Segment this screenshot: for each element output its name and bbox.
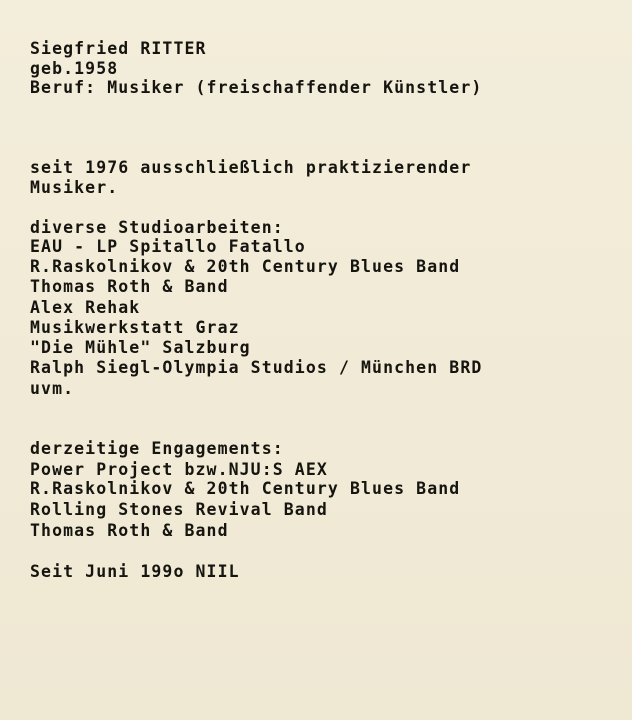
name-line: Siegfried RITTER <box>30 39 207 58</box>
engagement-item: Power Project bzw.NJU:S AEX <box>30 460 328 479</box>
engagements-heading: derzeitige Engagements: <box>30 439 284 458</box>
studio-item: Musikwerkstatt Graz <box>30 318 240 337</box>
engagement-item: Rolling Stones Revival Band <box>30 500 328 519</box>
engagement-item: R.Raskolnikov & 20th Century Blues Band <box>30 479 461 498</box>
studio-item: Thomas Roth & Band <box>30 277 229 296</box>
studio-item: Alex Rehak <box>30 298 141 317</box>
footer-line: Seit Juni 199o NIIL <box>30 562 240 581</box>
studio-item: "Die Mühle" Salzburg <box>30 338 251 357</box>
intro-line-2: Musiker. <box>30 178 119 197</box>
studio-item: uvm. <box>30 379 75 398</box>
studio-item: R.Raskolnikov & 20th Century Blues Band <box>30 257 461 276</box>
studio-item: EAU - LP Spitallo Fatallo <box>30 237 306 256</box>
intro-line-1: seit 1976 ausschließlich praktizierender <box>30 158 472 177</box>
engagement-item: Thomas Roth & Band <box>30 521 229 540</box>
birth-line: geb.1958 <box>30 59 119 78</box>
studio-heading: diverse Studioarbeiten: <box>30 218 284 237</box>
profession-line: Beruf: Musiker (freischaffender Künstler) <box>30 78 483 97</box>
studio-item: Ralph Siegl-Olympia Studios / München BRD <box>30 358 483 377</box>
